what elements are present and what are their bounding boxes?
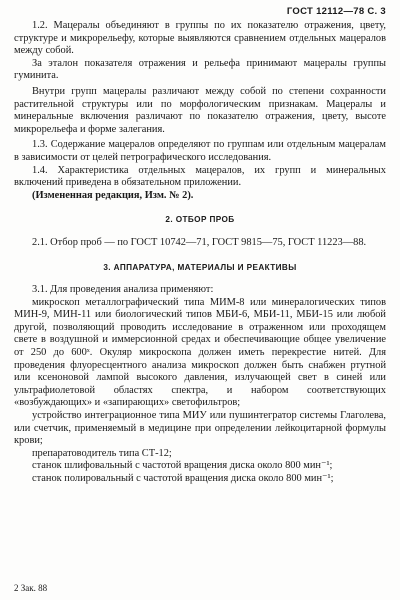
paragraph-grinding-machine: станок шлифовальный с частотой вращения диска около 800 мин⁻¹;: [32, 460, 333, 472]
paragraph-microscope: микроскоп металлографический типа МИМ-8 или минералогических типов МИН-9, МИН-11 или биологический типов МБИ-6, МБИ-11, МБИ-15 или любой другой, позволяющий проводить исследование в отраженном или проходящем свете в воздушной и иммерсионной средах и обеспечивающие общее увеличение от 250 до 600ˣ. Окуляр микроскопа должен иметь перекрестие нитей. Для проведения флуоресцентного анализа микроскоп должен быть снабжен ртутной или ксеноновой лампой высокого давления, излучающей свет в синей или ультрафиолетовой областях спектра, и набором соответствующих «возбуждающих» и «запирающих» светофильтров;: [14, 296, 386, 409]
paragraph-1-2: 1.2. Мацералы объединяют в группы по их показателю отражения, цвету, структуре и микрорельефу, которые выявляются сравнением отдельных мацералов между собой.: [14, 20, 386, 57]
page-header: ГОСТ 12112—78 С. 3: [286, 6, 386, 17]
paragraph-1-4: 1.4. Характеристика отдельных мацералов, их групп и минеральных включений приведена в обязательном приложении.: [14, 164, 386, 189]
paragraph-3-1: 3.1. Для проведения анализа применяют:: [32, 284, 214, 296]
paragraph-preparator: препаратоводитель типа СТ-12;: [32, 447, 172, 459]
page-footer: 2 Зак. 88: [14, 583, 48, 594]
revision-note: (Измененная редакция, Изм. № 2).: [32, 189, 194, 201]
section-3-heading: 3. АППАРАТУРА, МАТЕРИАЛЫ И РЕАКТИВЫ: [103, 262, 297, 272]
paragraph-polishing-machine: станок полировальный с частотой вращения диска около 800 мин⁻¹;: [32, 473, 334, 484]
section-2-heading: 2. ОТБОР ПРОБ: [165, 215, 235, 225]
paragraph-integration-device: устройство интеграционное типа МИУ или пушинтегратор системы Глаголева, или счетчик, применяемый в медицине при определении лейкоцитарной формулы крови;: [14, 410, 386, 447]
paragraph-2-1: 2.1. Отбор проб — по ГОСТ 10742—71, ГОСТ 9815—75, ГОСТ 11223—88.: [32, 236, 367, 248]
paragraph-1-3: 1.3. Содержание мацералов определяют по группам или отдельным мацералам в зависимости от целей петрографического исследования.: [14, 139, 386, 163]
paragraph-within-groups: Внутри групп мацералы различают между собой по степени сохранности растительной структуры или по морфологическим признакам. Мацералы и минеральные включения различают по показателю отражения, цвету, высоте микрорельефа и форме залегания.: [14, 85, 386, 135]
document-body: [14, 20, 386, 486]
paragraph-etalon: За эталон показателя отражения и рельефа принимают мацералы группы гуминита.: [14, 57, 386, 82]
